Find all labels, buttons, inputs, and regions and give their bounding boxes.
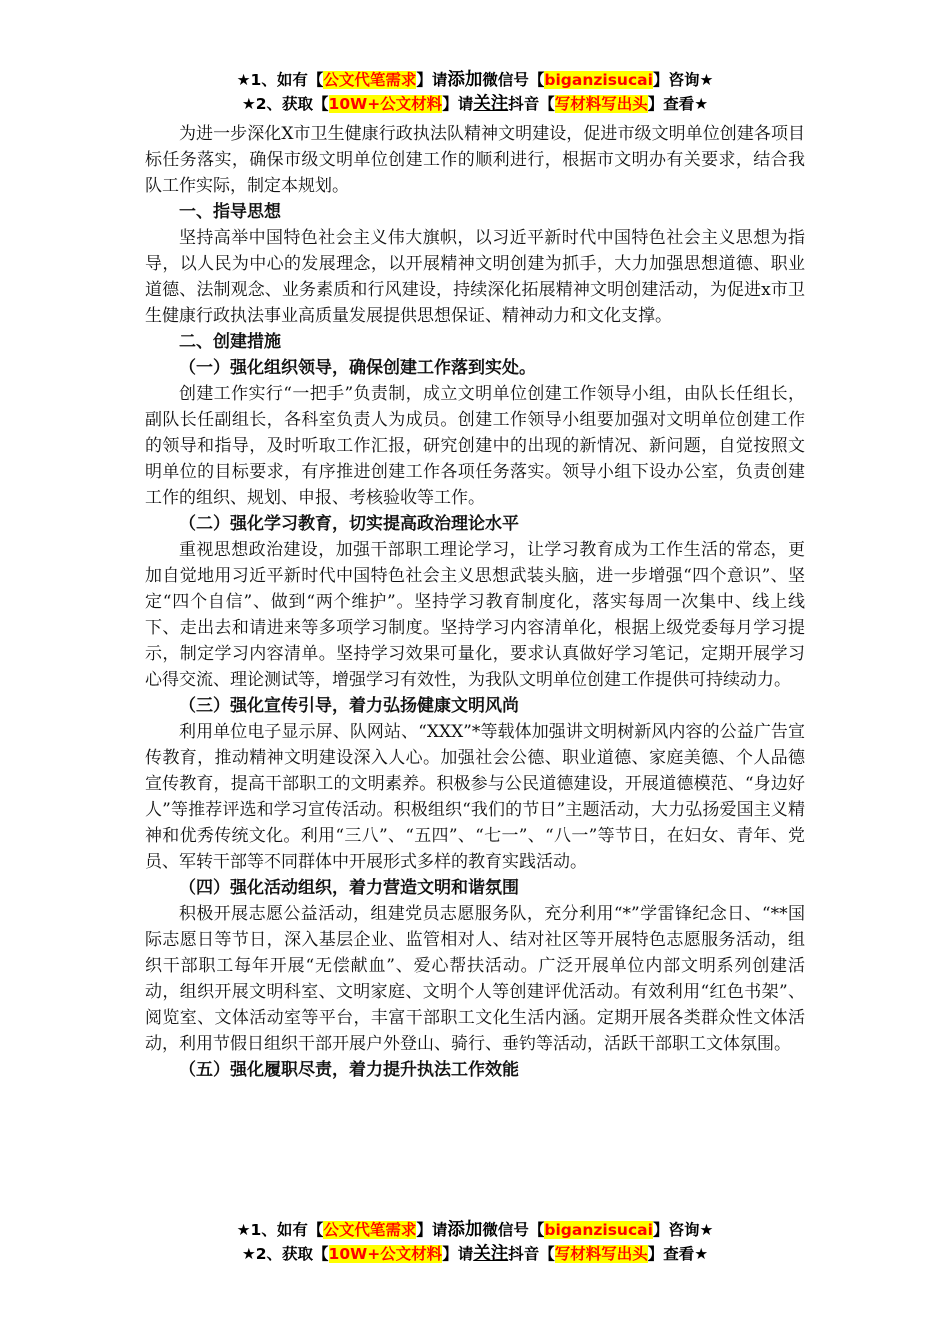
banner-text: 抖音【 bbox=[508, 95, 555, 113]
banner-text: ★2、获取【 bbox=[241, 95, 329, 113]
subsection-body-4: 积极开展志愿公益活动，组建党员志愿服务队，充分利用“*”学雷锋纪念日、“**国际志愿日等节日，深入基层企业、监管相对人、结对社区等开展特色志愿服务活动，组织干部职工每年开展“无偿献血”、爱心帮扶活动。广泛开展单位内部文明系列创建活动，组织开展文明科室、文明家庭、文明个人等创建评优活动。有效利用“红色书架”、阅览室、文体活动室等平台，丰富干部职工文化生活内涵。定期开展各类群众性文体活动，利用节假日组织干部开展户外登山、骑行、垂钓等活动，活跃干部职工文体氛围。 bbox=[145, 904, 805, 1054]
banner-line-1 bbox=[0, 1218, 950, 1242]
banner-highlight: biganzisucai bbox=[544, 71, 653, 89]
banner-highlight: 写材料写出头 bbox=[554, 1245, 648, 1263]
banner-highlight: 10W+公文材料 bbox=[328, 1245, 443, 1263]
section-heading-measures: 二、创建措施 bbox=[179, 332, 281, 352]
banner-emphasis: 关注 bbox=[473, 1244, 509, 1264]
subsection-body-1: 创建工作实行“一把手”负责制，成立文明单位创建工作领导小组，由队长任组长，副队长任副组长，各科室负责人为成员。创建工作领导小组要加强对文明单位创建工作的领导和指导，及时听取工作汇报，研究创建中的出现的新情况、新问题，自觉按照文明单位的目标要求，有序推进创建工作各项任务落实。领导小组下设办公室，负责创建工作的组织、规划、申报、考核验收等工作。 bbox=[145, 384, 805, 508]
banner-emphasis: 添加 bbox=[447, 1220, 483, 1240]
subsection-title-4: （四）强化活动组织，着力营造文明和谐氛围 bbox=[179, 878, 519, 898]
banner-text: 】请 bbox=[442, 1245, 474, 1263]
top-banner bbox=[0, 68, 950, 116]
banner-text: 】请 bbox=[416, 71, 448, 89]
banner-text: 】请 bbox=[416, 1221, 448, 1239]
banner-emphasis: 添加 bbox=[447, 70, 483, 90]
subsection-body-3: 利用单位电子显示屏、队网站、“XXX”*等载体加强讲文明树新风内容的公益广告宣传教育，推动精神文明建设深入人心。加强社会公德、职业道德、家庭美德、个人品德宣传教育，提高干部职工的文明素养。积极参与公民道德建设，开展道德模范、“身边好人”等推荐评选和学习宣传活动。积极组织“我们的节日”主题活动，大力弘扬爱国主义精神和优秀传统文化。利用“三八”、“五四”、“七一”、“八一”等节日，在妇女、青年、党员、军转干部等不同群体中开展形式多样的教育实践活动。 bbox=[145, 722, 805, 872]
banner-text: 】请 bbox=[442, 95, 474, 113]
banner-highlight: 公文代笔需求 bbox=[323, 1221, 417, 1239]
banner-text: ★1、如有【 bbox=[236, 71, 324, 89]
banner-text: 微信号【 bbox=[482, 1221, 545, 1239]
guiding-paragraph: 坚持高举中国特色社会主义伟大旗帜，以习近平新时代中国特色社会主义思想为指导，以人民为中心的发展理念，以开展精神文明创建为抓手，大力加强思想道德、职业道德、法制观念、业务素质和行风建设，持续深化拓展精神文明创建活动，为促进x市卫生健康行政执法事业高质量发展提供思想保证、精神动力和文化支撑。 bbox=[145, 228, 805, 326]
banner-text: 】咨询★ bbox=[652, 71, 714, 89]
banner-highlight: 10W+公文材料 bbox=[328, 95, 443, 113]
section-heading-guiding: 一、指导思想 bbox=[179, 202, 281, 222]
banner-text: 抖音【 bbox=[508, 1245, 555, 1263]
bottom-banner bbox=[0, 1218, 950, 1266]
subsection-title-2: （二）强化学习教育，切实提高政治理论水平 bbox=[179, 514, 519, 534]
banner-text: 】查看★ bbox=[647, 95, 709, 113]
subsection-body-2: 重视思想政治建设，加强干部职工理论学习，让学习教育成为工作生活的常态，更加自觉地用习近平新时代中国特色社会主义思想武装头脑，进一步增强“四个意识”、坚定“四个自信”、做到“两个维护”。坚持学习教育制度化，落实每周一次集中、线上线下、走出去和请进来等多项学习制度。坚持学习内容清单化，根据上级党委每月学习提示，制定学习内容清单。坚持学习效果可量化，要求认真做好学习笔记，定期开展学习心得交流、理论测试等，增强学习有效性，为我队文明单位创建工作提供可持续动力。 bbox=[145, 540, 805, 690]
banner-highlight: 公文代笔需求 bbox=[323, 71, 417, 89]
banner-line-1 bbox=[0, 68, 950, 92]
banner-text: 】咨询★ bbox=[652, 1221, 714, 1239]
banner-text: 】查看★ bbox=[647, 1245, 709, 1263]
banner-highlight: biganzisucai bbox=[544, 1221, 653, 1239]
banner-text: ★1、如有【 bbox=[236, 1221, 324, 1239]
subsection-title-1: （一）强化组织领导，确保创建工作落到实处。 bbox=[179, 358, 536, 378]
banner-text: 微信号【 bbox=[482, 71, 545, 89]
banner-emphasis: 关注 bbox=[473, 94, 509, 114]
banner-line-2 bbox=[0, 1242, 950, 1266]
intro-paragraph: 为进一步深化X市卫生健康行政执法队精神文明建设，促进市级文明单位创建各项目标任务落实，确保市级文明单位创建工作的顺利进行，根据市文明办有关要求，结合我队工作实际，制定本规划。 bbox=[145, 124, 805, 196]
banner-highlight: 写材料写出头 bbox=[554, 95, 648, 113]
subsection-title-3: （三）强化宣传引导，着力弘扬健康文明风尚 bbox=[179, 696, 519, 716]
subsection-title-5: （五）强化履职尽责，着力提升执法工作效能 bbox=[179, 1060, 519, 1080]
banner-line-2 bbox=[0, 92, 950, 116]
document-body bbox=[145, 121, 805, 1083]
banner-text: ★2、获取【 bbox=[241, 1245, 329, 1263]
